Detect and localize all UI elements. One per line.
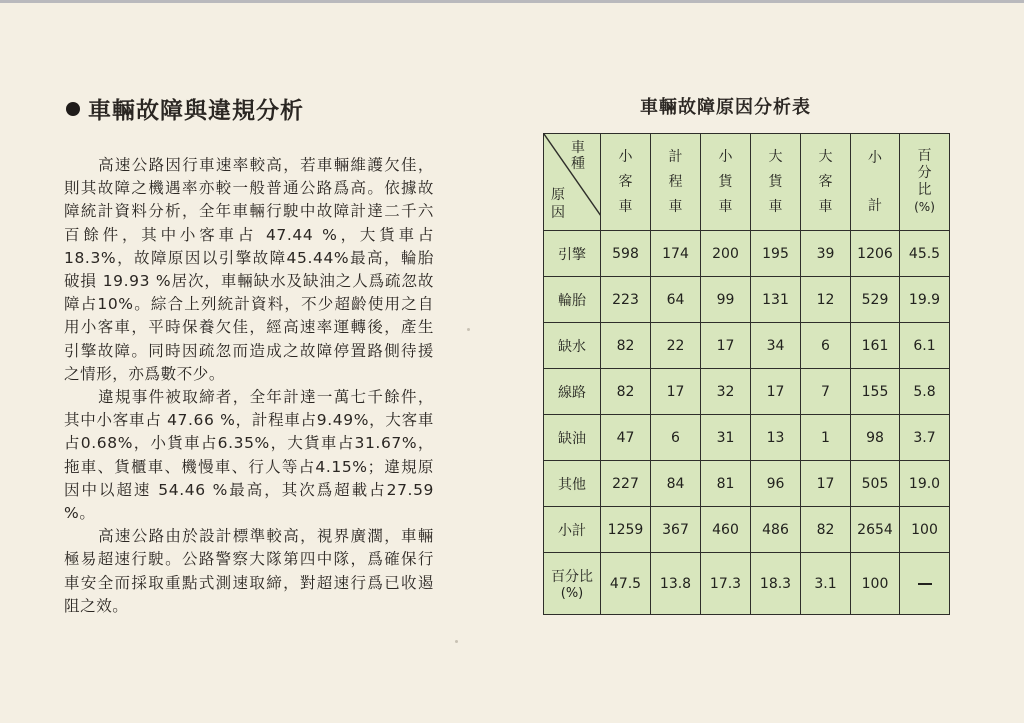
table-cell: 99 [701,277,751,323]
table-cell: 223 [601,277,651,323]
table-row [544,461,950,507]
table-cell: 34 [751,323,801,369]
corner-top-label: 車種 [571,140,585,172]
table-cell: 174 [651,231,701,277]
table-cell: 19.9 [900,277,950,323]
table-cell: 17 [751,369,801,415]
row-label: 小計 [544,507,601,553]
paragraph-1: 高速公路因行車速率較高，若車輛維護欠佳，則其故障之機遇率亦較一般普通公路爲高。依據故障統計資料分析，全年車輛行駛中故障計達二千六百餘件，其中小客車占 47.44 %，大貨車占18.3%，故障原因以引擎故障45.44%最高，輪胎破損 19.93 %居次，車輛缺水及缺油之人爲疏忽故障占10%。綜合上列統計資料，不少超齡使用之自用小客車，平時保養欠佳，經高速率運轉後，產生引擎故障。同時因疏忽而造成之故障停置路側待援之情形，亦爲數不少。 [64,156,434,383]
table-cell: 367 [651,507,701,553]
table-cell: 81 [701,461,751,507]
table-cell: 82 [601,323,651,369]
col-head-2: 計程車 [651,134,701,231]
table-title: 車輛故障原因分析表 [640,97,811,118]
paragraph-2: 違規事件被取締者，全年計達一萬七千餘件，其中小客車占 47.66 %，計程車占9.49%，大客車占0.68%，小貨車占6.35%，大貨車占31.67%，拖車、貨櫃車、機慢車、行人等占4.15%；違規原因中以超速 54.46 %最高，其次爲超載占27.59 %。 [64,388,434,523]
pct-row-label [544,553,601,615]
table-cell: 227 [601,461,651,507]
table-cell: 5.8 [900,369,950,415]
table-cell: 82 [801,507,851,553]
fault-cause-table [543,133,950,615]
table-cell: 82 [601,369,651,415]
table-cell: 22 [651,323,701,369]
pct-head-char-4: (%) [914,200,935,214]
table-cell: 6 [651,415,701,461]
table-cell: 460 [701,507,751,553]
pct-cell: 17.3 [701,553,751,615]
table-cell: 45.5 [900,231,950,277]
heading-text: 車輛故障與違規分析 [88,98,304,124]
table-cell: 47 [601,415,651,461]
bullet-icon [66,102,80,116]
table-cell: 155 [851,369,900,415]
table-cell: 32 [701,369,751,415]
table-cell: 17 [651,369,701,415]
table-cell: 84 [651,461,701,507]
table-cell: 1206 [851,231,900,277]
table-cell: 131 [751,277,801,323]
table-cell: 505 [851,461,900,507]
dash-icon [918,583,932,585]
table-row [544,415,950,461]
row-label: 引擎 [544,231,601,277]
table-cell: 2654 [851,507,900,553]
table-row [544,369,950,415]
table-cell: 19.0 [900,461,950,507]
row-label: 其他 [544,461,601,507]
table-cell: 100 [900,507,950,553]
col-head-6: 小計 [851,134,900,231]
body-text [64,154,434,618]
row-label: 缺油 [544,415,601,461]
page-top-edge [0,0,1024,3]
table-row [544,507,950,553]
table-cell: 200 [701,231,751,277]
pct-head-char-2: 分 [917,165,932,181]
row-label: 輪胎 [544,277,601,323]
table-cell: 529 [851,277,900,323]
table-cell: 6.1 [900,323,950,369]
row-label: 線路 [544,369,601,415]
pct-cell: 13.8 [651,553,701,615]
paragraph-3: 高速公路由於設計標準較高，視界廣濶，車輛極易超速行駛。公路警察大隊第四中隊，爲確保行車安全而採取重點式測速取締，對超速行爲已收遏阻之效。 [64,527,434,615]
table-header-row [544,134,950,231]
table-cell: 13 [751,415,801,461]
table-cell: 598 [601,231,651,277]
table-cell: 195 [751,231,801,277]
pct-cell: 100 [851,553,900,615]
table-cell: 6 [801,323,851,369]
pct-head-char-1: 百 [917,148,932,164]
table-cell: 64 [651,277,701,323]
table-row [544,323,950,369]
pct-cell: 3.1 [801,553,851,615]
col-head-pct [900,134,950,231]
empty-dash-cell [900,553,950,615]
table-row [544,231,950,277]
col-head-5: 大客車 [801,134,851,231]
col-head-4: 大貨車 [751,134,801,231]
table-body [544,231,950,615]
table-cell: 3.7 [900,415,950,461]
table-cell: 39 [801,231,851,277]
section-heading [66,92,304,125]
table-cell: 31 [701,415,751,461]
table-cell: 1 [801,415,851,461]
paper-speck [455,640,458,643]
row-label: 缺水 [544,323,601,369]
table-cell: 161 [851,323,900,369]
pct-row-label-bottom: (%) [560,586,584,601]
corner-bottom-label: 原因 [551,187,565,221]
table-cell: 7 [801,369,851,415]
table-cell: 98 [851,415,900,461]
table-row [544,277,950,323]
pct-cell: 18.3 [751,553,801,615]
table-cell: 17 [801,461,851,507]
pct-head-char-3: 比 [917,182,932,198]
col-head-3: 小貨車 [701,134,751,231]
table-cell: 486 [751,507,801,553]
table-cell: 1259 [601,507,651,553]
corner-cell [544,134,601,231]
pct-row [544,553,950,615]
pct-row-label-top: 百分比 [551,569,593,585]
col-head-1: 小客車 [601,134,651,231]
table-cell: 96 [751,461,801,507]
pct-cell: 47.5 [601,553,651,615]
table-cell: 17 [701,323,751,369]
paper-speck [467,328,470,331]
table-cell: 12 [801,277,851,323]
